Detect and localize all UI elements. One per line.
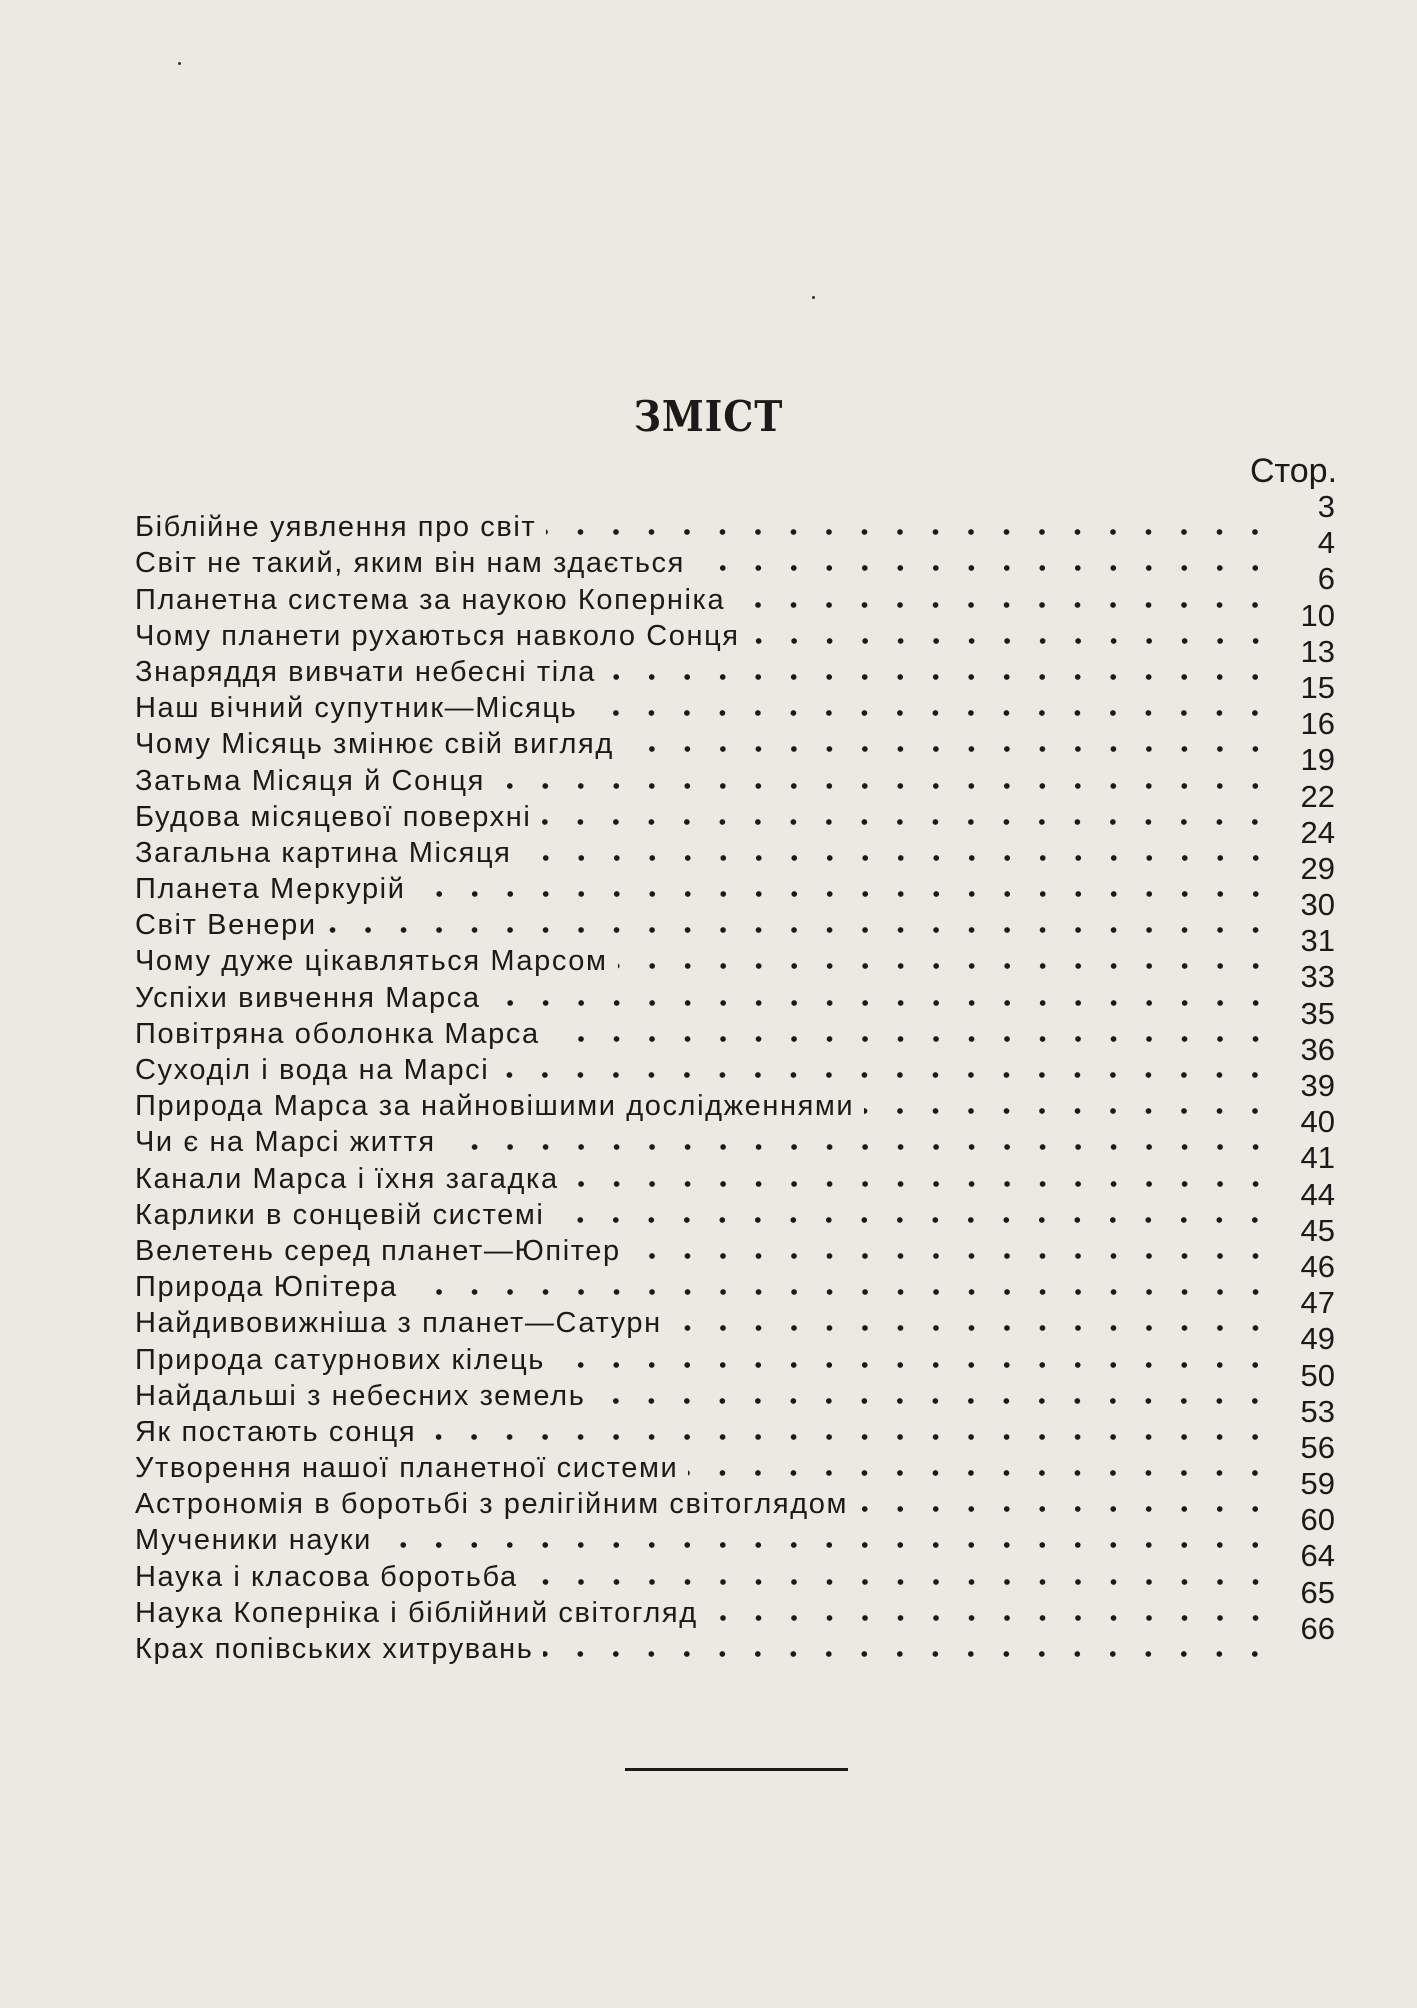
toc-entry-page: 46 [1300,1248,1335,1284]
toc-entry-title: Наука і класова боротьба [135,1560,518,1593]
toc-entry-page: 19 [1300,742,1335,778]
dot-leader [595,1397,1273,1405]
toc-entry-title: Чому планети рухаються навколо Сонця [135,619,740,652]
dot-leader [382,1541,1273,1549]
toc-entry-page: 45 [1300,1212,1335,1248]
toc-entry [135,489,1335,544]
toc-entry-title: Наш вічний супутник—Місяць [135,692,578,725]
page-title: ЗМІСТ [633,392,784,441]
toc-entry-title: Найдальші з небесних земель [135,1379,586,1412]
toc-entry-page: 16 [1300,706,1335,742]
toc-entry-title: Канали Марса і їхня загадка [135,1162,559,1195]
toc-entry-title: Природа Юпітера [135,1271,398,1304]
dot-leader [408,1288,1273,1296]
toc-entry-page: 15 [1300,669,1335,705]
dot-leader [541,818,1273,826]
table-of-contents [135,489,1335,1666]
toc-entry-title: Успіхи вивчення Марса [135,981,481,1014]
dot-leader [858,1505,1273,1513]
toc-entry-page: 10 [1300,597,1335,633]
toc-entry-page: 56 [1300,1429,1335,1465]
dot-leader [624,745,1273,753]
toc-entry-page: 44 [1300,1176,1335,1212]
toc-entry-page: 41 [1300,1140,1335,1176]
dot-leader [672,1324,1273,1332]
toc-entry-page: 36 [1300,1031,1335,1067]
dot-leader [618,962,1273,970]
dot-leader [750,637,1273,645]
toc-entry-title: Чому Місяць змінює свій вигляд [135,728,614,761]
dot-leader [543,1650,1273,1658]
dot-leader [695,564,1273,572]
toc-entry-page: 40 [1300,1104,1335,1140]
dot-leader [606,673,1273,681]
dot-leader [631,1252,1273,1260]
toc-entry-title: Біблійне уявлення про світ [135,511,537,544]
toc-entry-page: 66 [1300,1610,1335,1646]
toc-entry-title: Затьма Місяця й Сонця [135,764,485,797]
toc-entry-page: 6 [1317,561,1335,597]
toc-entry-title: Планетна система за наукою Коперніка [135,583,726,616]
toc-entry-title: Повітряна оболонка Марса [135,1017,540,1050]
print-speck [178,62,181,65]
toc-entry-title: Карлики в сонцевій системі [135,1198,545,1231]
toc-entry-title: Астрономія в боротьбі з релігійним світоглядом [135,1488,849,1521]
toc-entry-page: 60 [1300,1502,1335,1538]
dot-leader [522,854,1274,862]
dot-leader [546,528,1273,536]
toc-entry-page: 53 [1300,1393,1335,1429]
toc-entry-page: 31 [1300,923,1335,959]
toc-entry-title: Знаряддя вивчати небесні тіла [135,655,597,688]
toc-entry-title: Природа сатурнових кілець [135,1343,546,1376]
toc-entry-page: 29 [1300,850,1335,886]
toc-entry-title: Велетень серед планет—Юпітер [135,1234,621,1267]
toc-entry-title: Планета Меркурій [135,873,406,906]
toc-entry-page: 65 [1300,1574,1335,1610]
page-column-header: Стор. [1250,452,1338,490]
toc-entry-title: Як постають сонця [135,1415,417,1448]
toc-entry-page: 24 [1300,814,1335,850]
dot-leader [550,1035,1273,1043]
dot-leader [327,926,1273,934]
toc-entry-title: Чому дуже цікавляться Марсом [135,945,608,978]
toc-entry-title: Суходіл і вода на Марсі [135,1054,490,1086]
toc-entry-title: Мученики науки [135,1524,372,1557]
toc-entry-title: Природа Марса за найновішими дослідженнями [135,1090,855,1123]
toc-entry-page: 13 [1300,633,1335,669]
dot-leader [735,601,1273,609]
dot-leader [554,1216,1273,1224]
toc-entry-page: 47 [1300,1285,1335,1321]
toc-entry-title: Утворення нашої планетної системи [135,1452,679,1485]
toc-entry-title: Наука Коперніка і біблійний світогляд [135,1596,698,1629]
toc-entry-page: 49 [1300,1321,1335,1357]
toc-entry-title: Чи є на Марсі життя [135,1126,436,1159]
toc-entry-page: 39 [1300,1068,1335,1103]
toc-entry-page: 22 [1300,778,1335,814]
toc-entry-title: Найдивовижніша з планет—Сатурн [135,1307,662,1340]
toc-entry-page: 30 [1300,887,1335,923]
toc-entry-title: Світ не такий, яким він нам здається [135,547,685,580]
toc-entry-title: Загальна картина Місяця [135,836,512,869]
toc-entry-page: 50 [1300,1357,1335,1393]
closing-rule [625,1768,848,1771]
toc-entry-title: Будова місяцевої поверхні [135,800,532,833]
dot-leader [416,890,1273,898]
toc-entry-page: 64 [1300,1538,1335,1574]
dot-leader [426,1433,1273,1441]
dot-leader [569,1180,1273,1188]
dot-leader [499,1071,1273,1079]
dot-leader [555,1361,1273,1369]
dot-leader [495,782,1273,790]
toc-entry-page: 59 [1300,1466,1335,1502]
dot-leader [491,999,1273,1007]
dot-leader [446,1143,1273,1151]
toc-entry-page: 4 [1317,525,1335,561]
dot-leader [587,709,1273,717]
dot-leader [864,1107,1273,1115]
toc-entry-page: 33 [1300,959,1335,995]
toc-entry-page: 35 [1300,995,1335,1031]
print-speck [812,296,815,299]
dot-leader [688,1469,1273,1477]
dot-leader [528,1578,1273,1586]
dot-leader [708,1614,1273,1622]
toc-entry-page: 3 [1317,489,1335,524]
toc-entry-title: Крах попівських хитрувань [135,1633,534,1665]
toc-entry-title: Світ Венери [135,909,317,942]
